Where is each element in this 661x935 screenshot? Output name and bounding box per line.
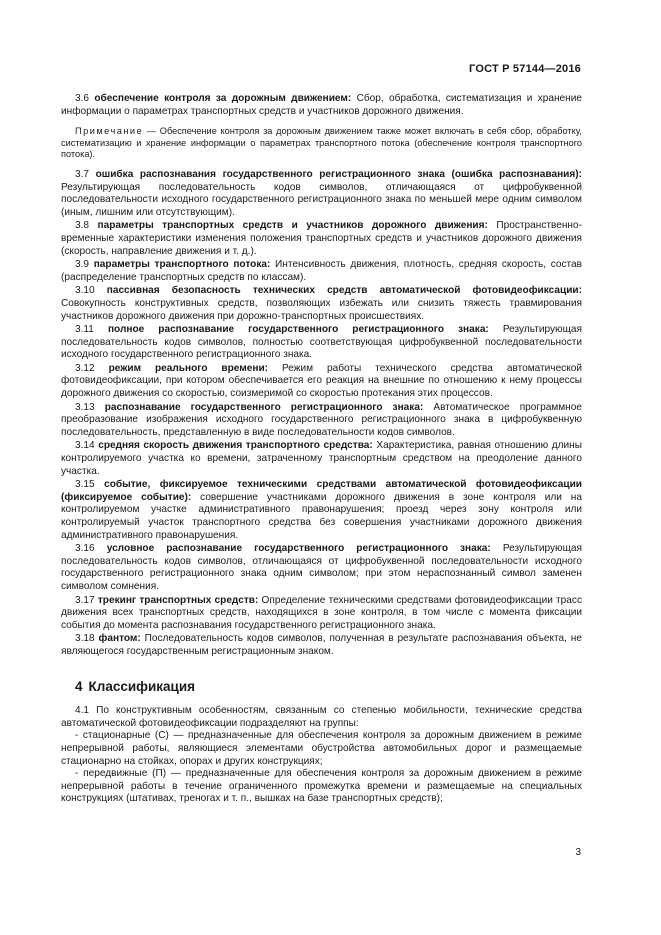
- definition-term: пассивная безопасность технических средств автоматической фотовидеофиксации:: [106, 285, 582, 297]
- definition-3-12: [61, 363, 582, 401]
- definition-term: режим реального времени:: [108, 362, 269, 374]
- definition-3-17: [61, 595, 582, 633]
- definition-term: условное распознавание государственного регистрационного знака:: [106, 543, 491, 555]
- definition-term: фантом:: [98, 633, 141, 645]
- section-title: Классификация: [88, 678, 196, 694]
- definition-text: Характеристика, равная отношению длины контролируемого участка ко времени, затраченному транспортным средством на преодоление данного участка.: [61, 440, 582, 477]
- definition-term: событие, фиксируемое техническими средствами автоматической фотовидеофиксации (фиксируемое событие):: [61, 479, 582, 503]
- paragraph-4-1: 4.1 По конструктивным особенностям, связанным со степенью мобильности, технические средства автоматической фотовидеофиксации подразделяют на группы:: [61, 705, 582, 729]
- definition-text: Совокупность конструктивных средств, позволяющих избежать или снизить тяжесть травмирования участников дорожного движения при дорожно-транспортных происшествиях.: [61, 297, 582, 322]
- definition-number: 3.14: [75, 440, 95, 452]
- definition-text: совершение участниками дорожного движения в зоне контроля или на контролируемом участке административного правонарушения; проезд через зону контроля или контролируемый участок транспортного средства без совершения участниками дорожного движения административного правонарушения.: [61, 491, 582, 541]
- definition-term: средняя скорость движения транспортного средства:: [98, 440, 373, 452]
- definition-text: Результирующая последовательность кодов символов, отличающаяся от цифробуквенной последовательности исходного государственного регистрационного знака одним символом; при этом нераспознанный символ заменен символом сомнения.: [61, 543, 582, 592]
- definition-number: 3.9: [75, 259, 90, 271]
- note: [61, 126, 582, 161]
- definition-text: Пространственно-временные характеристики изменения положения транспортных средств и участников дорожного движения (скорость, направление движения и т. д.).: [61, 220, 582, 257]
- definition-number: 3.8: [75, 220, 90, 232]
- definition-number: 3.7: [75, 168, 90, 180]
- note-label: Примечание: [75, 126, 144, 137]
- definition-3-16: [61, 543, 582, 593]
- definition-3-9: [61, 259, 582, 284]
- definition-term: трекинг транспортных средств:: [97, 594, 259, 606]
- definition-number: 3.11: [75, 324, 94, 336]
- definition-3-6: [61, 93, 582, 118]
- definition-number: 3.17: [75, 594, 95, 606]
- definition-number: 3.15: [75, 479, 95, 491]
- definition-term: параметры транспортного потока:: [93, 259, 271, 271]
- definition-term: полное распознавание государственного регистрационного знака:: [107, 324, 489, 336]
- definition-text: Определение техническими средствами фотовидеофиксации трасс движения всех транспортных средств, находящихся в зоне контроля, в том числе с момента фиксации события до момента распознавания государственного регистрационного знака.: [61, 594, 582, 631]
- definition-text: Режим работы технического средства автоматической фотовидеофиксации, при котором обеспечивается его реакция на внешние по отношению к нему процессы дорожного движения со скоростью, соизмеримой со скоростью протекания этих процессов.: [61, 362, 583, 400]
- definition-3-14: [61, 440, 582, 478]
- definition-text: Результирующая последовательность кодов символов, отличающаяся от цифробуквенной последовательности исходного государственного регистрационного знака по меньшей мере одним символом (иным, лишним или отсутствующим).: [61, 181, 582, 218]
- definition-term: ошибка распознавания государственного регистрационного знака (ошибка распознавания):: [95, 168, 582, 180]
- note-text: — Обеспечение контроля за дорожным движением также может включать в себя сбор, обработку, систематизацию и хранение информации о параметрах транспортного потока (обеспечение контроля транспортного потока).: [61, 126, 582, 160]
- definition-number: 3.12: [75, 362, 95, 374]
- definition-3-13: [61, 402, 582, 440]
- definition-3-7: [61, 169, 582, 219]
- definition-text: Результирующая последовательность кодов символов, полностью соответствующая цифробуквенной последовательности исходного государственного регистрационного знака.: [61, 324, 582, 361]
- definition-text: Сбор, обработка, систематизация и хранение информации о параметрах транспортных средств и участников дорожного движения.: [61, 93, 583, 117]
- page-number: 3: [575, 847, 581, 858]
- definition-term: обеспечение контроля за дорожным движением:: [94, 93, 352, 104]
- list-item-stationary: - стационарные (С) — предназначенные для обеспечения контроля за дорожным движением в режиме непрерывной работы, являющиеся элементами обустройства автомобильных дорог и размещаемые стационарно на стойках, опорах и других конструкциях;: [61, 730, 582, 767]
- definition-text: Интенсивность движения, плотность, средняя скорость, состав (распределение транспортных средств по классам).: [61, 259, 582, 283]
- definition-text: Автоматическое программное преобразование изображения исходного государственного регистрационного знака в цифробуквенную последовательность, представленную в виде последовательности кодов символов.: [61, 401, 582, 438]
- definition-3-11: [61, 324, 582, 362]
- definition-term: параметры транспортных средств и участников дорожного движения:: [97, 220, 488, 232]
- document-body: [61, 93, 582, 806]
- section-heading: [75, 678, 582, 694]
- definition-3-10: [61, 285, 582, 323]
- definition-number: 3.6: [75, 93, 90, 104]
- definition-number: 3.10: [75, 285, 95, 297]
- definition-text: Последовательность кодов символов, полученная в результате распознавания объекта, не являющегося государственным регистрационным знаком.: [61, 633, 582, 657]
- definition-3-8: [61, 220, 582, 258]
- definition-term: распознавание государственного регистрационного знака:: [104, 401, 424, 413]
- section-number: 4: [75, 678, 83, 694]
- document-id: ГОСТ Р 57144—2016: [469, 63, 581, 75]
- definition-number: 3.16: [75, 543, 95, 555]
- definition-3-15: [61, 479, 582, 542]
- definition-number: 3.13: [75, 401, 95, 413]
- definition-number: 3.18: [75, 633, 95, 645]
- list-item-mobile: - передвижные (П) — предназначенные для обеспечения контроля за дорожным движением в режиме непрерывной работы в течение ограниченного промежутка времени и размещаемые на специальных конструкциях (штативах, треногах и т. п., вышках на базе транспортных средств);: [61, 768, 582, 805]
- definition-3-18: [61, 633, 582, 658]
